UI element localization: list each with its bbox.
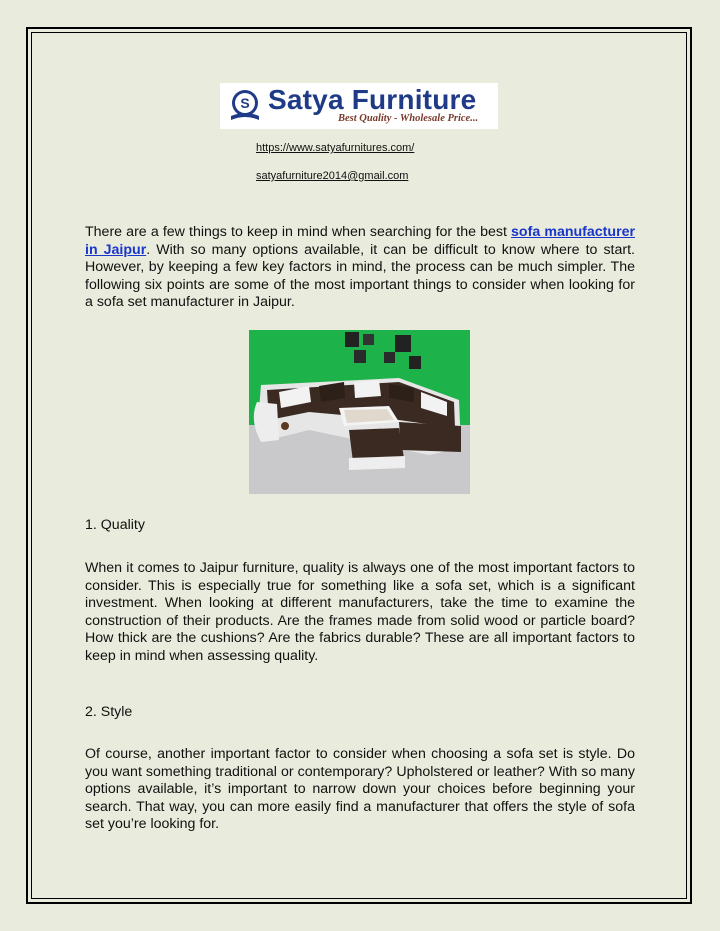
logo-mark-letter: S xyxy=(240,95,250,111)
photo-frame xyxy=(345,332,359,347)
photo-frame xyxy=(354,350,366,363)
email-link[interactable]: satyafurniture2014@gmail.com xyxy=(256,170,409,182)
photo-frame xyxy=(395,335,411,352)
brand-logo xyxy=(220,83,498,129)
website-link[interactable]: https://www.satyafurnitures.com/ xyxy=(256,142,415,154)
section-body-style: Of course, another important factor to consider when choosing a sofa set is style. Do you want something traditional or contemporary? Upholstered or leather? With so many options available, it’s important to narrow down your choices before beginning your search. That way, you can more easily find a manufacturer that offers the style of sofa set you’re looking for. xyxy=(85,746,635,833)
photo-frame xyxy=(409,356,421,369)
photo-frame xyxy=(363,334,374,345)
section-heading-quality: 1. Quality xyxy=(85,517,145,533)
brand-tagline: Best Quality - Wholesale Price... xyxy=(338,113,479,124)
photo-frame xyxy=(384,352,395,363)
intro-text-after: . With so many options available, it can be difficult to know where to start. However, by keeping a few key factors in mind, the process can be much simpler. The following six points are some of the most important things to consider when looking for a sofa set manufacturer in Jaipur. xyxy=(85,241,635,311)
intro-text-before: There are a few things to keep in mind when searching for the best xyxy=(85,224,512,240)
brand-name: Satya Furniture xyxy=(268,84,477,115)
intro-paragraph xyxy=(85,224,635,312)
sofa-set-image xyxy=(249,330,470,494)
section-body-quality: When it comes to Jaipur furniture, quality is always one of the most important factors to consider. This is especially true for something like a sofa set, which is a significant investment. When looking at different manufacturers, take the time to examine the construction of their products. Are the frames made from solid wood or particle board? How thick are the cushions? Are the fabrics durable? These are all important factors to keep in mind when assessing quality. xyxy=(85,560,635,664)
logo-mark-icon xyxy=(228,88,262,122)
section-heading-style: 2. Style xyxy=(85,704,133,720)
sofa-manufacturer-link[interactable]: sofa manufacturer in Jaipur xyxy=(85,224,636,258)
